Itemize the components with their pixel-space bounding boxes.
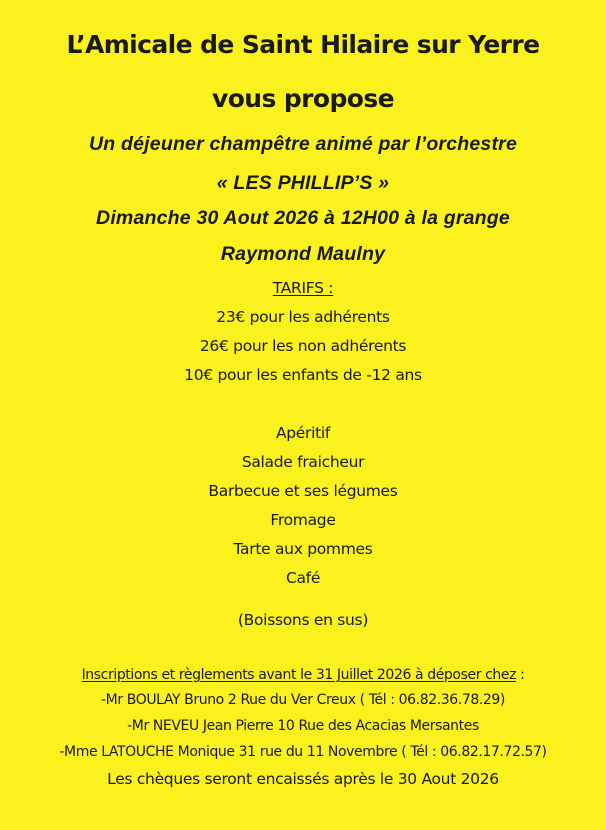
menu-item: Café	[285, 569, 321, 587]
inscriptions-heading-colon: :	[516, 667, 525, 683]
event-description: Un déjeuner champêtre animé par l’orchestre	[89, 133, 517, 155]
contact-line: -Mr NEVEU Jean Pierre 10 Rue des Acacias Mersantes	[127, 718, 479, 734]
flyer-title-propose: vous propose	[212, 84, 394, 113]
flyer-title: L’Amicale de Saint Hilaire sur Yerre	[66, 30, 540, 59]
cheques-note: Les chèques seront encaissés après le 30 Aout 2026	[107, 770, 499, 788]
menu-item: Fromage	[270, 511, 336, 529]
tarifs-heading: TARIFS :	[272, 279, 334, 297]
orchestra-name: « LES PHILLIP’S »	[216, 172, 390, 194]
inscriptions-heading	[0, 667, 606, 683]
tarif-item: 26€ pour les non adhérents	[199, 337, 407, 355]
event-date: Dimanche 30 Aout 2026 à 12H00 à la grange	[96, 207, 510, 229]
tarif-item: 10€ pour les enfants de -12 ans	[184, 366, 422, 384]
inscriptions-heading-text: Inscriptions et règlements avant le 31 Juillet 2026 à déposer chez	[81, 667, 517, 683]
contact-line: -Mme LATOUCHE Monique 31 rue du 11 Novembre ( Tél : 06.82.17.72.57)	[59, 744, 547, 760]
drinks-note: (Boissons en sus)	[237, 611, 369, 629]
menu-item: Tarte aux pommes	[233, 540, 373, 558]
menu-item: Salade fraicheur	[241, 453, 365, 471]
tarif-item: 23€ pour les adhérents	[216, 308, 390, 326]
menu-item: Barbecue et ses légumes	[208, 482, 398, 500]
event-venue: Raymond Maulny	[220, 243, 386, 265]
menu-item: Apéritif	[275, 424, 331, 442]
contact-line: -Mr BOULAY Bruno 2 Rue du Ver Creux ( Tél : 06.82.36.78.29)	[101, 692, 505, 708]
